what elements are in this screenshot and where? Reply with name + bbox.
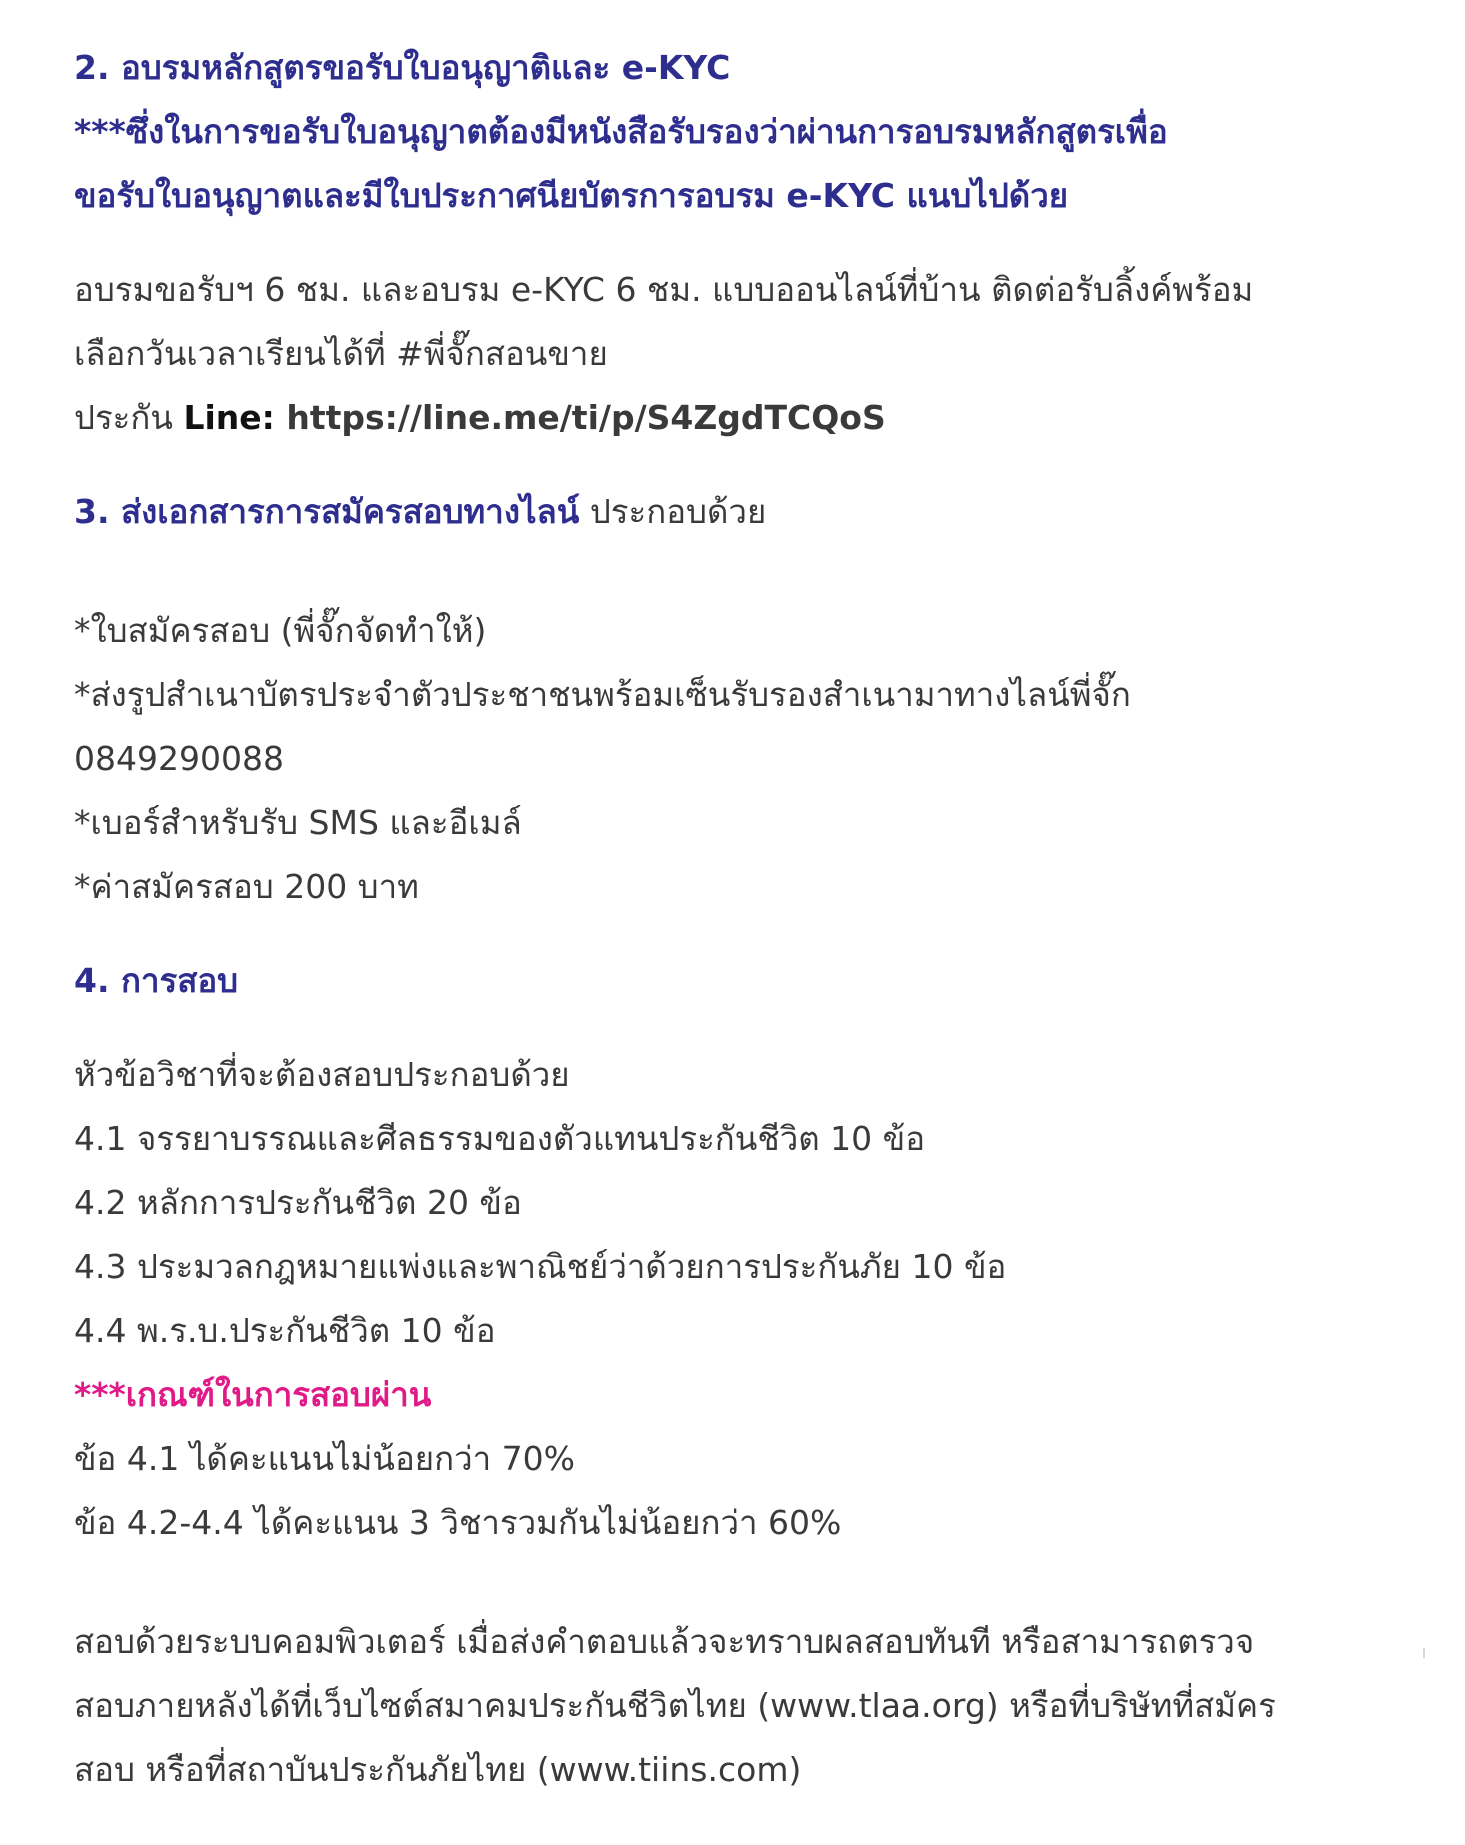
section-2-note-line-1: ***ซึ่งในการขอรับใบอนุญาตต้องมีหนังสือรับรองว่าผ่านการอบรมหลักสูตรเพื่อ bbox=[74, 112, 1168, 151]
section-3-item: *ส่งรูปสำเนาบัตรประจำตัวประชาชนพร้อมเซ็นรับรองสำเนามาทางไลน์พี่จั๊ก bbox=[74, 675, 1131, 714]
edge-artifact bbox=[1423, 1648, 1425, 1658]
section-2-title: 2. อบรมหลักสูตรขอรับใบอนุญาติและ e-KYC bbox=[74, 48, 731, 87]
subject-item: 4.1 จรรยาบรรณและศีลธรรมของตัวแทนประกันชีวิต 10 ข้อ bbox=[74, 1119, 926, 1158]
section-3-title: 3. ส่งเอกสารการสมัครสอบทางไลน์ bbox=[74, 492, 580, 531]
results-text-line: สอบภายหลังได้ที่เว็บไซต์สมาคมประกันชีวิตไทย (www.tlaa.org) หรือที่บริษัทที่สมัคร bbox=[74, 1686, 1276, 1725]
section-2-body-line-2: เลือกวันเวลาเรียนได้ที่ #พี่จั๊กสอนขาย bbox=[74, 334, 608, 373]
section-3-title-row bbox=[74, 480, 1391, 544]
section-3-title-suffix: ประกอบด้วย bbox=[579, 492, 767, 531]
section-2-note-line-2: ขอรับใบอนุญาตและมีใบประกาศนียบัตรการอบรม e-KYC แนบไปด้วย bbox=[74, 176, 1069, 215]
pass-criteria-title: ***เกณฑ์ในการสอบผ่าน bbox=[74, 1375, 432, 1414]
line-contact-row bbox=[74, 386, 1391, 450]
pass-criteria-item: ข้อ 4.1 ได้คะแนนไม่น้อยกว่า 70% bbox=[74, 1439, 575, 1478]
contact-label: Line: bbox=[183, 398, 287, 437]
results-text-line: สอบด้วยระบบคอมพิวเตอร์ เมื่อส่งคำตอบแล้วจะทราบผลสอบทันที หรือสามารถตรวจ bbox=[74, 1622, 1255, 1661]
section-4-intro: หัวข้อวิชาที่จะต้องสอบประกอบด้วย bbox=[74, 1055, 570, 1094]
subject-item: 4.2 หลักการประกันชีวิต 20 ข้อ bbox=[74, 1183, 522, 1222]
results-text-line: สอบ หรือที่สถาบันประกันภัยไทย (www.tiins.com) bbox=[74, 1750, 802, 1789]
spacer bbox=[74, 919, 1391, 949]
spacer bbox=[74, 228, 1391, 258]
section-2-body-line-1: อบรมขอรับฯ 6 ชม. และอบรม e-KYC 6 ชม. แบบออนไลน์ที่บ้าน ติดต่อรับลิ้งค์พร้อม bbox=[74, 270, 1254, 309]
section-3-item: 0849290088 bbox=[74, 739, 284, 778]
section-4-title: 4. การสอบ bbox=[74, 961, 239, 1000]
subject-item: 4.3 ประมวลกฎหมายแพ่งและพาณิชย์ว่าด้วยการประกันภัย 10 ข้อ bbox=[74, 1247, 1007, 1286]
subject-item: 4.4 พ.ร.บ.ประกันชีวิต 10 ข้อ bbox=[74, 1311, 496, 1350]
section-3-item: *ค่าสมัครสอบ 200 บาท bbox=[74, 867, 419, 906]
spacer bbox=[74, 1555, 1391, 1610]
spacer bbox=[74, 1013, 1391, 1043]
pass-criteria-item: ข้อ 4.2-4.4 ได้คะแนน 3 วิชารวมกันไม่น้อยกว่า 60% bbox=[74, 1503, 842, 1542]
section-3-item: *ใบสมัครสอบ (พี่จั๊กจัดทำให้) bbox=[74, 611, 487, 650]
section-3-item: *เบอร์สำหรับรับ SMS และอีเมล์ bbox=[74, 803, 522, 842]
spacer bbox=[74, 544, 1391, 599]
contact-prefix: ประกัน bbox=[74, 398, 184, 437]
spacer bbox=[74, 450, 1391, 480]
line-contact-link[interactable]: https://line.me/ti/p/S4ZgdTCQoS bbox=[286, 398, 886, 437]
